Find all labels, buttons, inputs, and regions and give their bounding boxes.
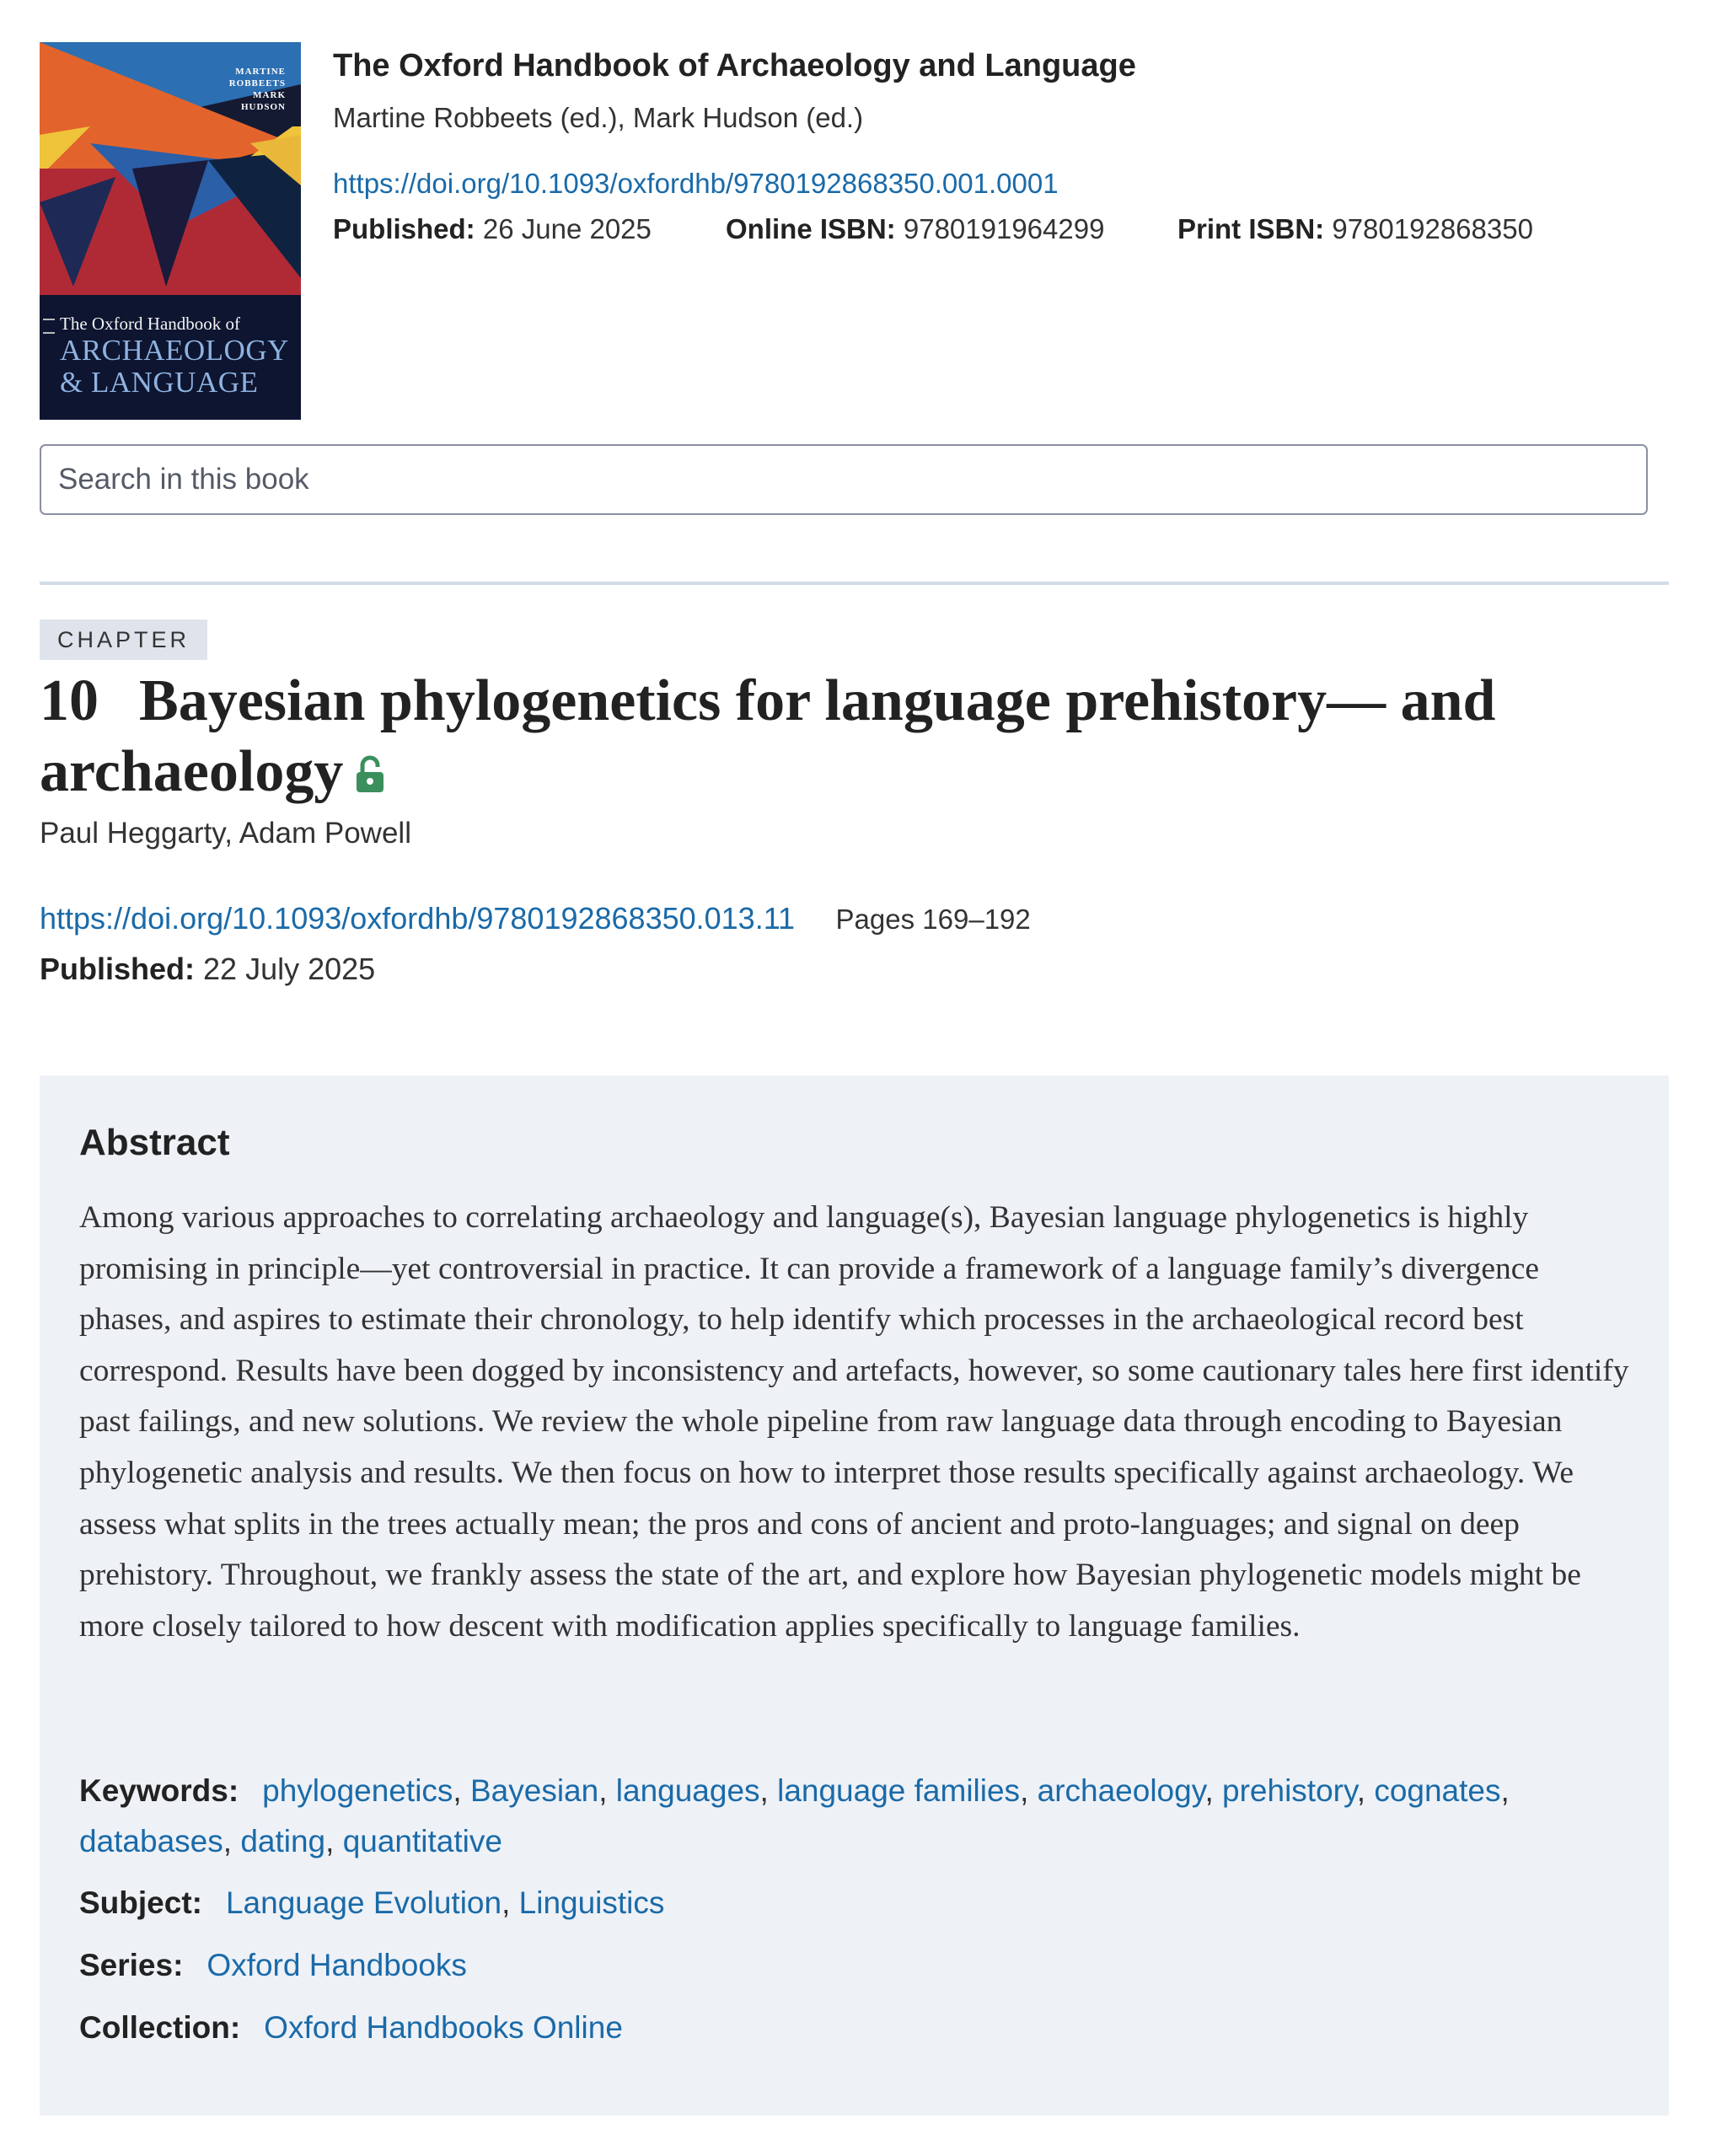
subject-link[interactable]: Language Evolution	[225, 1885, 502, 1920]
chapter-pages: Pages 169–192	[835, 904, 1031, 935]
book-print-isbn	[1177, 211, 1533, 248]
cover-editor-line: MARK	[253, 90, 286, 100]
book-published-label: Published:	[333, 213, 475, 244]
chapter-title	[40, 666, 1641, 807]
cover-title-big: & LANGUAGE	[60, 366, 259, 399]
book-header	[40, 42, 1675, 421]
print-isbn-value: 9780192868350	[1332, 213, 1533, 244]
online-isbn-value: 9780191964299	[903, 213, 1105, 244]
chapter-type-badge: CHAPTER	[40, 619, 207, 660]
series-label: Series:	[79, 1948, 184, 1982]
abstract-text: Among various approaches to correlating archaeology and language(s), Bayesian language phylogenetics is highly promising in principle—yet controversial in practice. It can provide a framework of a language family’s divergence phases, and aspires to estimate their chronology, to help identify which processes in the archaeological record best correspond. Results have been dogged by inconsistency and artefacts, however, so some cautionary tales here first identify past failings, and new solutions. We review the whole pipeline from raw language data through encoding to Bayesian phylogenetic analysis and results. We then focus on how to interpret those results specifically against archaeology. We assess what splits in the trees actually mean; the pros and cons of ancient and proto-languages; and signal on deep prehistory. Throughout, we frankly assess the state of the art, and explore how Bayesian phylogenetic models might be more closely tailored to how descent with modification applies specifically to language families.	[79, 1200, 1629, 1644]
cover-editor-line: ROBBEETS	[228, 78, 286, 88]
book-published-value: 26 June 2025	[482, 213, 652, 244]
keywords-row: Keywords: phylogenetics, Bayesian, languages, language families, archaeology, prehistory, cognates, databases, dating, quantitative	[79, 1773, 1510, 1858]
keyword-link[interactable]: languages	[615, 1773, 760, 1808]
subject-link[interactable]: Linguistics	[518, 1885, 665, 1920]
cover-editors	[185, 66, 286, 113]
keyword-link[interactable]: archaeology	[1037, 1773, 1205, 1808]
book-doi-link[interactable]: https://doi.org/10.1093/oxfordhb/9780192868350.001.0001	[333, 168, 1059, 199]
keyword-link[interactable]: quantitative	[342, 1824, 502, 1858]
collection-row	[79, 2003, 1639, 2053]
section-divider	[40, 582, 1669, 585]
keyword-link[interactable]: Bayesian	[469, 1773, 599, 1808]
keyword-link[interactable]: databases	[79, 1824, 223, 1858]
search-in-book-input[interactable]	[40, 444, 1648, 515]
cover-title-big: ARCHAEOLOGY	[60, 334, 289, 367]
keyword-link[interactable]: prehistory	[1222, 1773, 1357, 1808]
chapter-doi-row	[40, 898, 1031, 946]
subject-label: Subject:	[79, 1885, 202, 1920]
chapter-published-value: 22 July 2025	[203, 952, 376, 986]
chapter-published	[40, 949, 375, 990]
chapter-published-label: Published:	[40, 952, 196, 986]
book-published	[333, 211, 726, 248]
cover-title-small: The Oxford Handbook of	[60, 314, 241, 334]
collection-label: Collection:	[79, 2010, 241, 2045]
cover-title	[40, 314, 301, 399]
series-row	[79, 1940, 1639, 1991]
online-isbn-label: Online ISBN:	[726, 213, 896, 244]
keywords-label: Keywords:	[79, 1773, 239, 1808]
abstract-section	[40, 1075, 1669, 2116]
book-title-link[interactable]: The Oxford Handbook of Archaeology and Language	[333, 48, 1136, 83]
chapter-title-text: Bayesian phylogenetics for language prehistory— and archaeology	[40, 668, 1496, 804]
collection-link[interactable]: Oxford Handbooks Online	[264, 2010, 623, 2045]
keyword-link[interactable]: language families	[777, 1773, 1021, 1808]
subject-row: Subject: Language Evolution, Linguistics	[79, 1885, 665, 1920]
chapter-doi-link[interactable]: https://doi.org/10.1093/oxfordhb/9780192868350.013.11	[40, 901, 796, 936]
cover-editor-line: MARTINE	[235, 67, 286, 77]
keyword-link[interactable]: cognates	[1374, 1773, 1501, 1808]
series-link[interactable]: Oxford Handbooks	[206, 1948, 467, 1982]
keyword-link[interactable]: dating	[240, 1824, 326, 1858]
keyword-link[interactable]: phylogenetics	[262, 1773, 453, 1808]
open-lock-icon	[355, 740, 385, 779]
book-info	[333, 42, 1665, 248]
chapter-authors: Paul Heggarty, Adam Powell	[40, 817, 411, 850]
cover-editor-line: HUDSON	[240, 102, 286, 112]
book-editors: Martine Robbeets (ed.), Mark Hudson (ed.)	[333, 102, 864, 133]
book-meta	[333, 211, 1665, 248]
abstract-heading: Abstract	[79, 1122, 230, 1163]
book-cover-image[interactable]	[40, 42, 301, 420]
chapter-number: 10	[40, 668, 99, 733]
print-isbn-label: Print ISBN:	[1177, 213, 1325, 244]
book-online-isbn	[726, 211, 1177, 248]
